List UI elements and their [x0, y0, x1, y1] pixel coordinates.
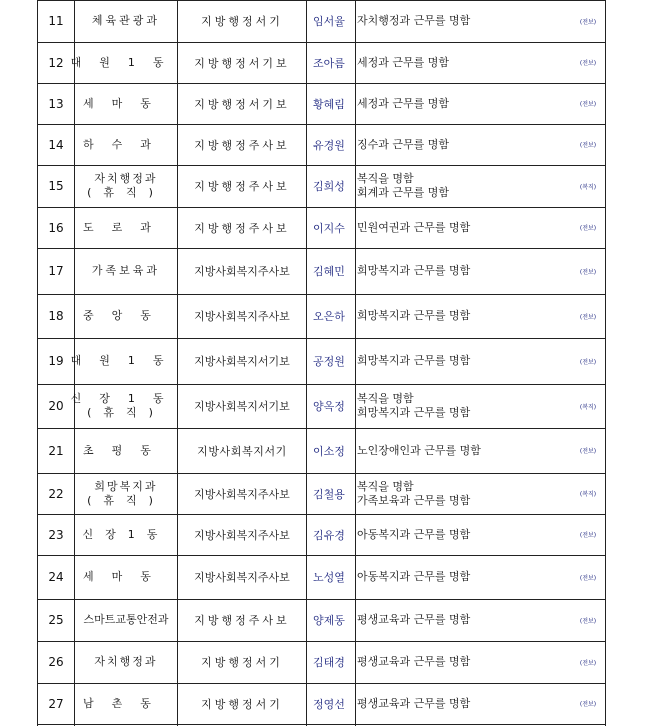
former-department	[76, 473, 176, 514]
former-department	[76, 294, 176, 338]
department-status: (휴직)	[87, 406, 165, 419]
assignment-order-lines	[357, 697, 470, 711]
assignment-text: 복직을 명함	[357, 392, 414, 405]
assignment-text: 노인장애인과 근무를 명함	[357, 443, 481, 457]
former-department	[76, 207, 176, 248]
assignment-text: 평생교육과 근무를 명함	[357, 655, 471, 668]
row-number: 13	[48, 96, 64, 111]
department-status: (휴직)	[87, 186, 165, 199]
assignment-text-secondary: 회계과 근무를 명함	[357, 186, 450, 199]
assignment-order	[357, 555, 572, 599]
job-grade	[179, 207, 305, 248]
former-department-lines	[87, 480, 165, 508]
row-number: 25	[48, 613, 64, 627]
assignment-order-lines	[357, 444, 481, 458]
row-divider	[37, 42, 606, 43]
row-number: 26	[48, 655, 64, 669]
assignment-order-lines	[357, 56, 449, 70]
employee-name: 김유경	[313, 528, 345, 542]
department-name: 세마동	[83, 96, 169, 110]
assignment-order	[357, 599, 572, 641]
former-department	[76, 599, 176, 641]
assignment-text-secondary: 희망복지과 근무를 명함	[357, 406, 471, 419]
department-name: 남촌동	[83, 696, 169, 710]
assignment-text: 평생교육과 근무를 명함	[357, 696, 471, 710]
order-type: (전보)	[579, 701, 597, 708]
row-number: 11	[48, 14, 64, 28]
assignment-order	[357, 428, 572, 473]
employee-name: 조아름	[313, 56, 345, 70]
row-divider	[37, 514, 606, 515]
former-department-lines	[87, 172, 165, 200]
assignment-order-lines	[357, 392, 470, 420]
row-divider	[37, 473, 606, 474]
assignment-order	[357, 338, 572, 384]
employee-name: 김철용	[313, 487, 345, 501]
employee-name: 임서율	[313, 15, 345, 28]
table-row	[0, 683, 650, 724]
job-grade-text: 지방행정서기	[201, 656, 283, 669]
table-row	[0, 514, 650, 555]
job-grade	[179, 641, 305, 683]
row-divider	[37, 683, 606, 684]
table-row	[0, 248, 650, 294]
job-grade-text: 지방행정주사보	[194, 221, 290, 235]
former-department-lines	[71, 354, 182, 368]
assignment-order	[357, 384, 572, 428]
department-name: 신장1동	[82, 527, 170, 541]
department-name: 신장1동	[70, 392, 182, 405]
order-type: (전보)	[579, 101, 597, 108]
row-divider	[37, 428, 606, 429]
order-type: (전보)	[579, 313, 597, 321]
former-department-lines	[83, 309, 169, 323]
assignment-text: 자치행정과 근무를 명함	[357, 14, 471, 27]
employee-name: 김혜민	[313, 265, 345, 278]
former-department-lines	[92, 264, 160, 278]
row-divider	[37, 207, 606, 208]
order-type: (전보)	[579, 358, 597, 366]
former-department	[70, 42, 182, 83]
order-type: (전보)	[579, 532, 597, 539]
job-grade	[179, 599, 305, 641]
employee-name: 양옥정	[313, 400, 345, 413]
department-name: 자치행정과	[94, 172, 158, 185]
row-number: 15	[48, 179, 64, 193]
order-type: (복직)	[579, 491, 597, 498]
department-name: 대원1동	[70, 354, 182, 367]
department-name: 스마트교통안전과	[83, 613, 169, 626]
job-grade-text: 지방행정주사보	[194, 138, 290, 152]
job-grade-text: 지방행정주사보	[194, 614, 290, 627]
assignment-text: 세정과 근무를 명함	[357, 55, 450, 69]
former-department	[76, 0, 176, 42]
former-department-lines	[83, 138, 169, 152]
row-divider	[37, 294, 606, 295]
job-grade	[179, 338, 305, 384]
row-divider	[37, 384, 606, 385]
row-divider	[37, 0, 606, 1]
assignment-order-lines	[357, 480, 470, 508]
assignment-text-secondary: 가족보육과 근무를 명함	[357, 493, 471, 507]
order-type: (전보)	[579, 225, 597, 232]
order-type: (전보)	[579, 617, 597, 625]
row-number: 22	[48, 486, 64, 501]
row-number: 12	[48, 55, 64, 70]
assignment-order-lines	[357, 613, 470, 627]
former-department-lines	[92, 14, 160, 28]
department-name: 체육관광과	[91, 14, 161, 27]
former-department	[76, 683, 176, 724]
department-name: 초평동	[83, 443, 169, 457]
assignment-text: 복직을 명함	[357, 172, 414, 185]
former-department-lines	[83, 697, 169, 711]
assignment-order-lines	[357, 264, 470, 278]
job-grade-text: 지방사회복지서기보	[194, 400, 290, 413]
employee-name: 정영선	[313, 697, 345, 711]
row-number: 17	[48, 264, 64, 278]
department-name: 도로과	[83, 220, 169, 234]
job-grade	[179, 384, 305, 428]
job-grade-text: 지방사회복지서기보	[194, 355, 290, 368]
table-row	[0, 294, 650, 338]
order-type: (복직)	[579, 403, 597, 411]
former-department	[70, 338, 182, 384]
job-grade	[179, 555, 305, 599]
assignment-order	[357, 514, 572, 555]
assignment-order	[357, 124, 572, 165]
job-grade-text: 지방사회복지주사보	[194, 571, 290, 584]
former-department-lines	[83, 97, 169, 111]
assignment-order-lines	[357, 528, 470, 542]
table-row	[0, 165, 650, 207]
assignment-order-lines	[357, 354, 470, 368]
job-grade	[179, 165, 305, 207]
order-type: (전보)	[579, 142, 597, 149]
order-type: (전보)	[579, 268, 597, 276]
assignment-order	[357, 248, 572, 294]
employee-name: 김태경	[313, 656, 345, 669]
order-type: (복직)	[579, 183, 597, 191]
former-department-lines	[83, 221, 169, 235]
job-grade	[179, 248, 305, 294]
department-name: 중앙동	[83, 309, 169, 322]
job-grade-text: 지방사회복지주사보	[194, 310, 290, 323]
table-row	[0, 555, 650, 599]
former-department-lines	[83, 613, 168, 627]
job-grade-text: 지방행정서기보	[194, 97, 290, 111]
assignment-order-lines	[357, 97, 449, 111]
row-divider	[37, 599, 606, 600]
employee-name: 이지수	[313, 221, 345, 235]
department-name: 가족보육과	[91, 264, 161, 277]
table-row	[0, 0, 650, 42]
employee-name: 양제동	[313, 614, 345, 627]
assignment-text: 복직을 명함	[357, 479, 414, 493]
job-grade-text: 지방사회복지주사보	[194, 265, 290, 278]
table-row	[0, 42, 650, 83]
former-department	[76, 514, 176, 555]
former-department-lines	[83, 570, 169, 584]
row-number: 24	[48, 570, 64, 584]
job-grade-text: 지방행정주사보	[194, 180, 290, 193]
job-grade	[179, 294, 305, 338]
row-divider	[37, 83, 606, 84]
former-department	[76, 555, 176, 599]
former-department-lines	[83, 444, 169, 458]
assignment-order	[357, 473, 572, 514]
row-divider	[37, 641, 606, 642]
department-name: 희망복지과	[94, 479, 158, 493]
assignment-text: 아동복지과 근무를 명함	[357, 527, 471, 541]
job-grade	[179, 42, 305, 83]
employee-name: 공정원	[313, 355, 345, 368]
job-grade-text: 지방행정서기	[201, 697, 283, 711]
assignment-order	[357, 207, 572, 248]
former-department-lines	[94, 655, 157, 669]
table-row	[0, 641, 650, 683]
row-divider	[37, 724, 606, 725]
job-grade	[179, 83, 305, 124]
table-row	[0, 83, 650, 124]
row-divider	[37, 124, 606, 125]
row-number: 27	[48, 696, 64, 711]
department-name: 자치행정과	[94, 655, 158, 668]
assignment-order-lines	[357, 655, 470, 669]
job-grade-text: 지방행정서기보	[194, 56, 290, 70]
row-divider	[37, 165, 606, 166]
table-row	[0, 207, 650, 248]
assignment-text: 희망복지과 근무를 명함	[357, 264, 471, 277]
former-department	[76, 165, 176, 207]
assignment-order-lines	[357, 570, 470, 584]
row-divider	[37, 248, 606, 249]
employee-name: 유경원	[313, 138, 345, 152]
assignment-text: 아동복지과 근무를 명함	[357, 570, 471, 583]
job-grade	[179, 428, 305, 473]
job-grade-text: 지방사회복지서기	[197, 444, 287, 458]
department-name: 대원1동	[70, 55, 182, 69]
former-department	[76, 83, 176, 124]
employee-name: 이소정	[313, 444, 345, 458]
order-type: (전보)	[579, 659, 597, 667]
job-grade-text: 지방행정서기	[201, 15, 283, 28]
former-department	[76, 124, 176, 165]
employee-name: 노성열	[313, 571, 345, 584]
department-status: (휴직)	[87, 493, 165, 507]
job-grade	[179, 514, 305, 555]
row-divider	[37, 338, 606, 339]
assignment-order-lines	[357, 172, 449, 200]
table-row	[0, 338, 650, 384]
assignment-text: 세정과 근무를 명함	[357, 96, 450, 110]
former-department-lines	[71, 56, 182, 70]
order-type: (전보)	[579, 18, 597, 26]
former-department	[76, 641, 176, 683]
job-grade	[179, 0, 305, 42]
job-grade	[179, 683, 305, 724]
former-department	[76, 428, 176, 473]
job-grade	[179, 473, 305, 514]
row-number: 20	[48, 399, 64, 413]
assignment-text: 희망복지과 근무를 명함	[357, 309, 471, 322]
row-number: 19	[48, 354, 64, 368]
table-row	[0, 124, 650, 165]
row-number: 21	[48, 443, 64, 458]
table-row	[0, 428, 650, 473]
assignment-text: 희망복지과 근무를 명함	[357, 354, 471, 367]
job-grade	[179, 124, 305, 165]
department-name: 하수과	[83, 137, 169, 151]
former-department-lines	[71, 392, 182, 420]
assignment-text: 평생교육과 근무를 명함	[357, 613, 471, 626]
assignment-order	[357, 294, 572, 338]
former-department	[76, 248, 176, 294]
order-type: (전보)	[579, 60, 597, 67]
row-divider	[37, 555, 606, 556]
assignment-order	[357, 0, 572, 42]
assignment-text: 징수과 근무를 명함	[357, 137, 450, 151]
department-name: 세마동	[83, 570, 169, 583]
job-grade-text: 지방사회복지주사보	[194, 487, 290, 501]
assignment-text: 민원여권과 근무를 명함	[357, 220, 471, 234]
job-grade-text: 지방사회복지주사보	[194, 528, 290, 542]
assignment-order	[357, 83, 572, 124]
assignment-order-lines	[357, 14, 470, 28]
table-row	[0, 599, 650, 641]
employee-name: 김희성	[313, 180, 345, 193]
assignment-order-lines	[357, 309, 470, 323]
order-type: (전보)	[579, 574, 597, 582]
order-type: (전보)	[579, 448, 597, 455]
employee-name: 오은하	[313, 310, 345, 323]
assignment-order	[357, 641, 572, 683]
table-row	[0, 473, 650, 514]
row-number: 14	[48, 137, 64, 152]
table-row	[0, 384, 650, 428]
assignment-order	[357, 42, 572, 83]
assignment-order	[357, 683, 572, 724]
row-number: 23	[48, 527, 64, 542]
assignment-order	[357, 165, 572, 207]
former-department-lines	[83, 528, 170, 542]
former-department	[70, 384, 182, 428]
employee-name: 황혜림	[313, 97, 345, 111]
row-number: 18	[48, 309, 64, 323]
assignment-order-lines	[357, 221, 470, 235]
assignment-order-lines	[357, 138, 449, 152]
row-number: 16	[48, 220, 64, 235]
